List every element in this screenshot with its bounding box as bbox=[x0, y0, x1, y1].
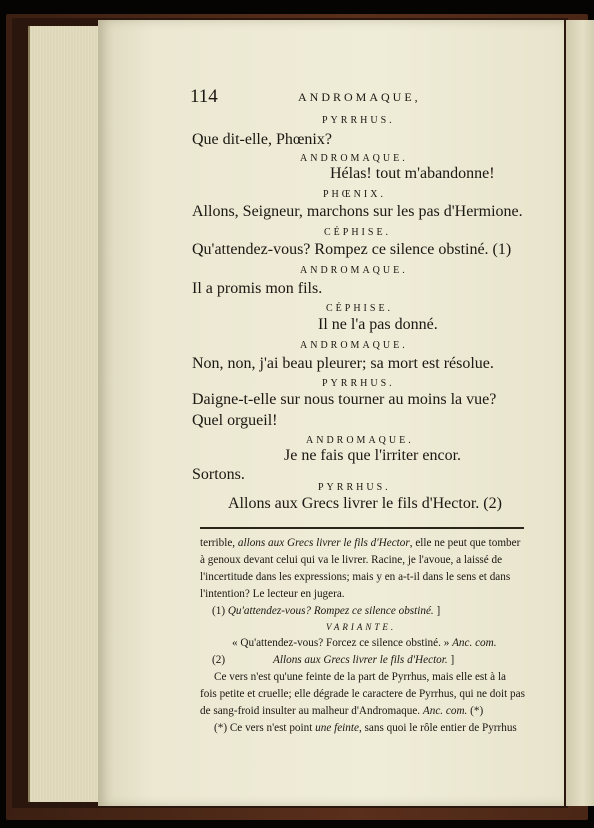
footnote-line: à genoux devant celui qui va le livrer. Racine, je l'avoue, a laissé de bbox=[200, 554, 503, 566]
footnote-line: terrible, allons aux Grecs livrer le fils d'Hector, elle ne peut que tomber bbox=[200, 537, 521, 549]
speaker-label: PYRRHUS. bbox=[318, 482, 391, 493]
speaker-label: ANDROMAQUE. bbox=[300, 265, 408, 276]
speaker-label: PYRRHUS. bbox=[322, 115, 395, 126]
speaker-label: ANDROMAQUE. bbox=[306, 435, 414, 446]
footnote-line: (*) Ce vers n'est point une feinte, sans quoi le rôle entier de Pyrrhus bbox=[214, 722, 517, 734]
verse-line: Quel orgueil! bbox=[192, 412, 278, 429]
footnote-line: (1) Qu'attendez-vous? Rompez ce silence obstiné. ] bbox=[212, 605, 441, 617]
footnote-line: fois petite et cruelle; elle dégrade le caractere de Pyrrhus, qui ne doit pas bbox=[200, 688, 525, 700]
verse-line: Il a promis mon fils. bbox=[192, 280, 323, 297]
speaker-label: CÉPHISE. bbox=[324, 227, 392, 238]
verse-line: Il ne l'a pas donné. bbox=[318, 316, 438, 333]
variante-heading: VARIANTE. bbox=[326, 622, 397, 632]
facing-page-edge bbox=[566, 20, 594, 806]
page-edges bbox=[28, 26, 106, 802]
footnote-line: « Qu'attendez-vous? Forcez ce silence obstiné. » Anc. com. bbox=[232, 637, 497, 649]
verse-line: Que dit-elle, Phœnix? bbox=[192, 131, 332, 148]
running-header bbox=[190, 86, 520, 110]
footnote-rule bbox=[200, 527, 524, 529]
verse-line: Hélas! tout m'abandonne! bbox=[330, 165, 495, 182]
footnote-line: l'intention? Le lecteur en jugera. bbox=[200, 588, 345, 600]
speaker-label: CÉPHISE. bbox=[326, 303, 394, 314]
page-number: 114 bbox=[190, 86, 218, 107]
footnote-line: (2) Allons aux Grecs livrer le fils d'Hector. ] bbox=[212, 654, 455, 666]
speaker-label: ANDROMAQUE. bbox=[300, 340, 408, 351]
verse-line: Non, non, j'ai beau pleurer; sa mort est résolue. bbox=[192, 355, 494, 372]
speaker-label: PHŒNIX. bbox=[323, 189, 386, 200]
verse-line: Je ne fais que l'irriter encor. bbox=[284, 447, 462, 464]
running-title: ANDROMAQUE, bbox=[298, 90, 421, 104]
verse-line: Qu'attendez-vous? Rompez ce silence obstiné. (1) bbox=[192, 241, 512, 258]
verse-line: Allons aux Grecs livrer le fils d'Hector. (2) bbox=[228, 495, 502, 512]
speaker-label: ANDROMAQUE. bbox=[300, 153, 408, 164]
verse-line: Sortons. bbox=[192, 466, 245, 483]
verse-line: Allons, Seigneur, marchons sur les pas d'Hermione. bbox=[192, 203, 523, 220]
footnote-line: Ce vers n'est qu'une feinte de la part de Pyrrhus, mais elle est à la bbox=[214, 671, 507, 683]
footnote-line: l'incertitude dans les expressions; mais y en a-t-il dans le sens et dans bbox=[200, 571, 511, 583]
verse-line: Daigne-t-elle sur nous tourner au moins la vue? bbox=[192, 391, 497, 408]
speaker-label: PYRRHUS. bbox=[322, 378, 395, 389]
footnote-line: de sang-froid insulter au malheur d'Andromaque. Anc. com. (*) bbox=[200, 705, 484, 717]
